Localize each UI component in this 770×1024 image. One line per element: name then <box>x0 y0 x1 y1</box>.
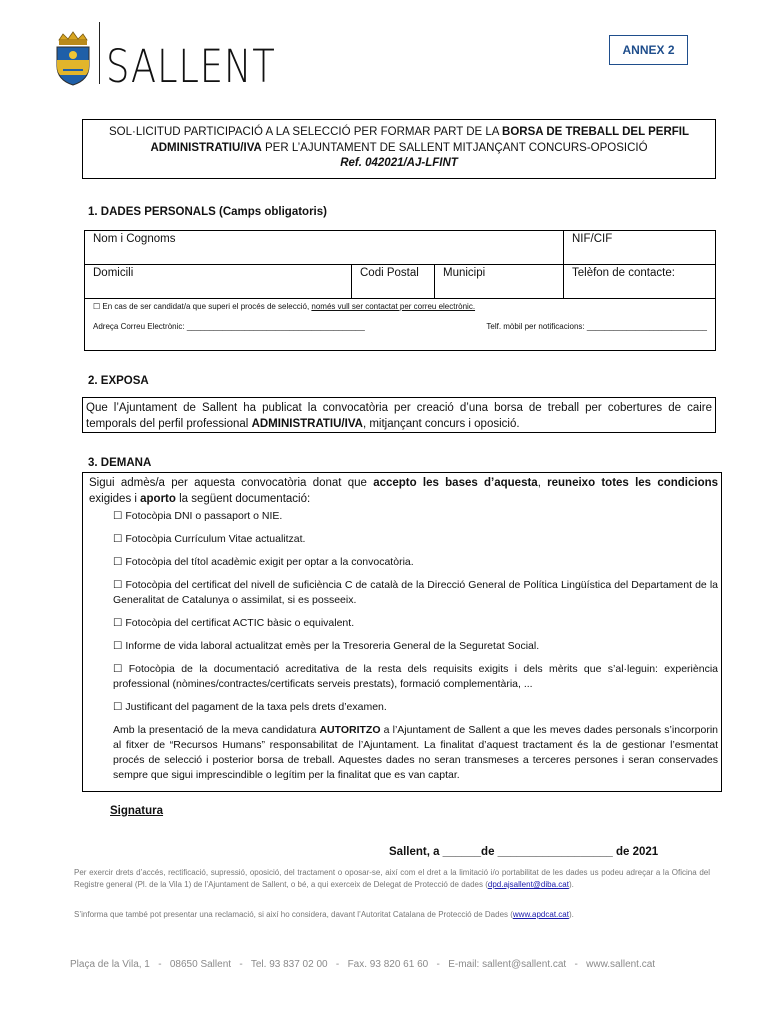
logo-separator <box>99 22 100 84</box>
title-text: SOL·LICITUD PARTICIPACIÓ A LA SELECCIÓ PER FORMAR PART DE LA <box>108 126 503 138</box>
complaint-notice: S’informa que també pot presentar una reclamació, si així ho considera, davant l’Autoritat Catalana de Protecció de Dades (www.apdcat.cat). <box>74 910 574 919</box>
title-bold: BORSA DE TREBALL DEL PERFIL <box>502 126 690 138</box>
dpd-email-link[interactable]: dpd.ajsallent@diba.cat <box>487 880 569 889</box>
email-only-checkbox[interactable]: ☐ En cas de ser candidat/a que superi el procés de selecció, només vull ser contactat per correu electrònic. <box>93 302 476 311</box>
contact-footer: Plaça de la Vila, 1 - 08650 Sallent - Tel. 93 837 02 00 - Fax. 93 820 61 60 - E-mail: sallent@sallent.cat - www.sallent.cat <box>70 959 656 970</box>
data-authorization-text: Amb la presentació de la meva candidatura AUTORITZO a l’Ajuntament de Sallent a que les meves dades personals s’incorporin al fitxer de “Recursos Humans” responsabilitat de l’Ajuntament. La finalitat d’aquest tractament és la de gestionar l’esmentat procés de selecció i posterior borsa de treball. Aquestes dades no seran transmeses a terceres persones i seran conservades sempre que sigui imprescindible o legítim per la finalitat que es van captar. <box>113 724 718 781</box>
section1-heading: 1. DADES PERSONALS (Camps obligatoris) <box>88 206 327 218</box>
personal-data-table <box>84 230 716 351</box>
title-ref: Ref. 042021/AJ-LFINT <box>340 157 458 169</box>
title-line-2 <box>83 141 715 157</box>
checklist-item[interactable]: ☐ Fotocòpia del certificat ACTIC bàsic o equivalent. <box>113 617 355 629</box>
section2-heading: 2. EXPOSA <box>88 375 149 387</box>
demana-intro: Sigui admès/a per aquesta convocatòria donat que accepto les bases d’aquesta, reuneixo totes les condicions exigides i aporto la següent documentació: <box>89 477 719 505</box>
email-address-field[interactable]: Adreça Correu Electrònic: ________________________________________ <box>93 322 365 331</box>
checklist-item[interactable]: ☐ Fotocòpia Currículum Vitae actualitzat. <box>113 533 306 545</box>
annex-badge: ANNEX 2 <box>609 35 688 65</box>
checklist-item[interactable]: ☐ Fotocòpia del certificat del nivell de suficiència C de català de la Direcció General de Política Lingüística del Departament de la Generalitat de Catalunya o assimilat, si es posseeix. <box>113 579 718 606</box>
signature-date-line[interactable]: Sallent, a ______de __________________ de 2021 <box>389 846 659 858</box>
form-title-box <box>82 119 716 179</box>
mobile-notifications-field[interactable]: Telf. mòbil per notificacions: ___________________________ <box>486 322 707 331</box>
data-rights-notice: Per exercir drets d’accés, rectificació, supressió, oposició, del tractament o oposar-se, així com el dret a la limitació i/o portabilitat de les dades us podeu adreçar a la Oficina del Registre general (Pl. de la Vila 1) de l’Ajuntament de Sallent, o bé, a qui exerceix de Delegat de Protecció de dades (dpd.ajsallent@diba.cat). <box>74 868 710 889</box>
phone-field[interactable]: Telèfon de contacte: <box>564 265 716 299</box>
section3-heading: 3. DEMANA <box>88 457 152 469</box>
coat-of-arms-logo <box>53 30 93 86</box>
municipality-field[interactable]: Municipi <box>435 265 564 299</box>
title-line-1 <box>83 125 715 141</box>
document-checklist <box>113 509 718 715</box>
checklist-item[interactable]: ☐ Fotocòpia DNI o passaport o NIE. <box>113 510 283 522</box>
name-field[interactable]: Nom i Cognoms <box>85 231 564 265</box>
email-contact-cell <box>85 299 716 351</box>
signature-label: Signatura <box>110 805 164 817</box>
demana-box <box>82 472 722 792</box>
checklist-item[interactable]: ☐ Fotocòpia del títol acadèmic exigit per optar a la convocatòria. <box>113 556 414 568</box>
checklist-item[interactable]: ☐ Informe de vida laboral actualitzat emès per la Tresoreria General de la Seguretat Social. <box>113 640 540 652</box>
exposa-box: Que l’Ajuntament de Sallent ha publicat la convocatòria per creació d’una borsa de treball per cobertures de caire temporals del perfil professional ADMINISTRATIU/IVA, mitjançant concurs i oposició. <box>82 397 716 433</box>
checklist-item[interactable]: ☐ Justificant del pagament de la taxa pels drets d’examen. <box>113 701 387 713</box>
apdcat-link[interactable]: www.apdcat.cat <box>512 910 569 919</box>
title-text-2: PER L’AJUNTAMENT DE SALLENT MITJANÇANT CONCURS-OPOSICIÓ <box>261 141 648 154</box>
postal-code-field[interactable]: Codi Postal <box>352 265 435 299</box>
nif-field[interactable]: NIF/CIF <box>564 231 716 265</box>
brand-name: SALLENT <box>106 40 276 93</box>
address-field[interactable]: Domicili <box>85 265 352 299</box>
checklist-item[interactable]: ☐ Fotocòpia de la documentació acreditativa de la resta dels requisits exigits i dels mèrits que s’al·leguin: experiència professional (nòmines/contractes/certificats serveis prestats), formació complementària, ... <box>113 663 718 690</box>
title-bold-2: ADMINISTRATIU/IVA <box>150 141 262 154</box>
